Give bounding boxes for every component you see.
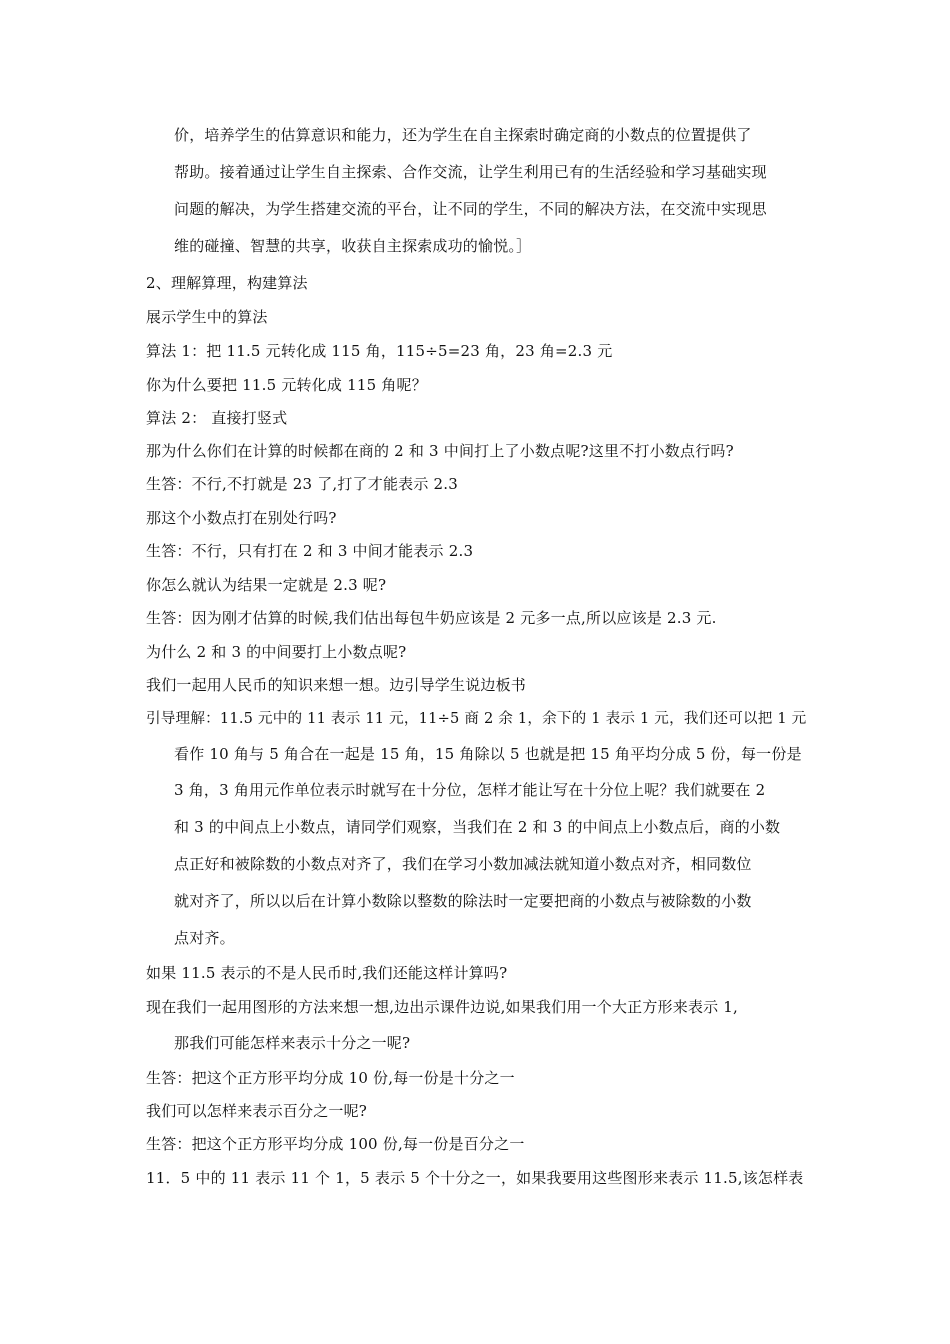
text-line: 算法 2： 直接打竖式 [146,409,288,427]
text-line: 你怎么就认为结果一定就是 2.3 呢? [146,576,387,594]
text-line: 生答：因为刚才估算的时候,我们估出每包牛奶应该是 2 元多一点,所以应该是 2.3 元. [146,609,717,627]
text-line: 点对齐。 [174,929,235,947]
text-line: 如果 11.5 表示的不是人民币时,我们还能这样计算吗? [146,964,508,982]
text-line: 价，培养学生的估算意识和能力，还为学生在自主探索时确定商的小数点的位置提供了 [174,126,752,144]
text-line: 我们一起用人民币的知识来想一想。边引导学生说边板书 [146,676,527,694]
text-line: 引导理解：11.5 元中的 11 表示 11 元，11÷5 商 2 余 1，余下的 1 表示 1 元，我们还可以把 1 元 [146,710,807,727]
text-line: 现在我们一起用图形的方法来想一想,边出示课件边说,如果我们用一个大正方形来表示 1, [146,998,739,1016]
text-line: 那为什么你们在计算的时候都在商的 2 和 3 中间打上了小数点呢?这里不打小数点行吗? [146,442,734,460]
text-line: 问题的解决，为学生搭建交流的平台，让不同的学生，不同的解决方法，在交流中实现思 [174,200,767,218]
text-line: 生答：把这个正方形平均分成 100 份,每一份是百分之一 [146,1135,525,1153]
text-line: 我们可以怎样来表示百分之一呢? [146,1102,368,1120]
text-line: 那我们可能怎样来表示十分之一呢? [174,1034,411,1052]
text-line: 生答：把这个正方形平均分成 10 份,每一份是十分之一 [146,1069,515,1087]
text-line: 展示学生中的算法 [146,308,268,326]
text-line: 就对齐了，所以以后在计算小数除以整数的除法时一定要把商的小数点与被除数的小数 [174,892,752,910]
text-line: 那这个小数点打在别处行吗? [146,509,337,527]
text-line: 你为什么要把 11.5 元转化成 115 角呢？ [146,376,427,394]
text-line: 看作 10 角与 5 角合在一起是 15 角，15 角除以 5 也就是把 15 角平均分成 5 份，每一份是 [174,745,802,763]
text-line: 3 角，3 角用元作单位表示时就写在十分位，怎样才能让写在十分位上呢？我们就要在 2 [174,781,766,799]
text-line: 为什么 2 和 3 的中间要打上小数点呢? [146,643,407,661]
text-line: 生答：不行,不打就是 23 了,打了才能表示 2.3 [146,475,458,493]
text-line: 11．5 中的 11 表示 11 个 1，5 表示 5 个十分之一，如果我要用这些图形来表示 11.5,该怎样表 [146,1169,804,1187]
text-line: 和 3 的中间点上小数点，请同学们观察，当我们在 2 和 3 的中间点上小数点后，商的小数 [174,818,781,836]
text-line: 点正好和被除数的小数点对齐了，我们在学习小数加减法就知道小数点对齐，相同数位 [174,855,752,873]
text-line: 维的碰撞、智慧的共享，收获自主探索成功的愉悦。］ [174,237,532,255]
text-line: 帮助。接着通过让学生自主探索、合作交流，让学生利用已有的生活经验和学习基础实现 [174,163,767,181]
text-line: 算法 1：把 11.5 元转化成 115 角，115÷5=23 角，23 角=2.3 元 [146,342,613,360]
section-heading: 2、理解算理，构建算法 [146,274,308,292]
text-line: 生答：不行，只有打在 2 和 3 中间才能表示 2.3 [146,542,474,560]
